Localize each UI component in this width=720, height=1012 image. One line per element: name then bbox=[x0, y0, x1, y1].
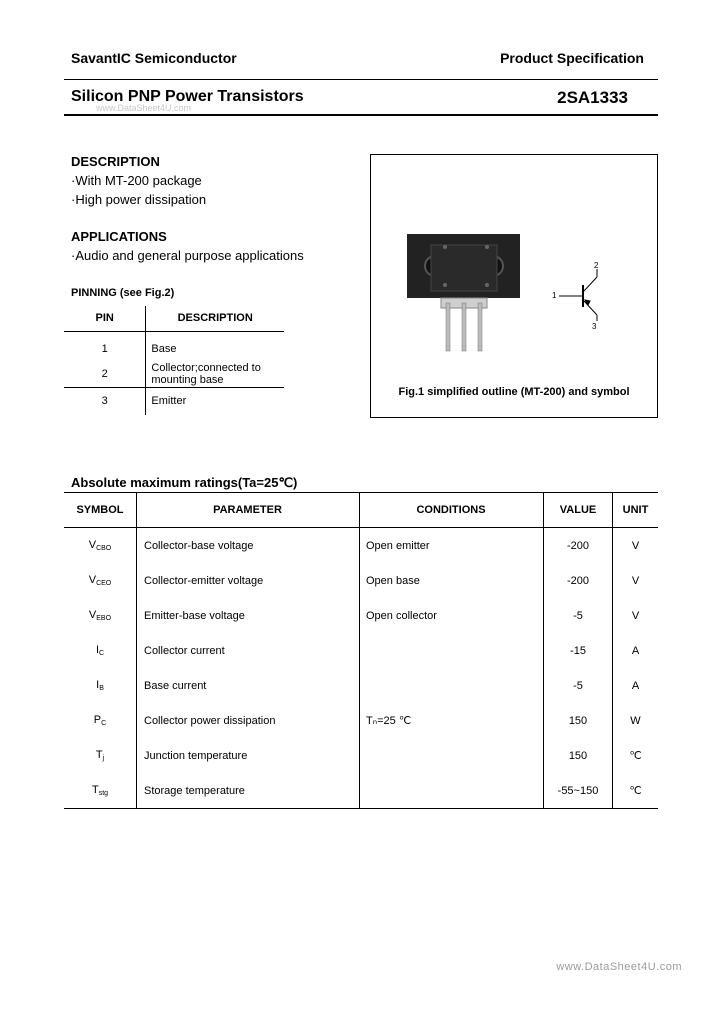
ratings-header-row bbox=[64, 493, 658, 528]
lead-3 bbox=[478, 303, 482, 351]
unit-cell: A bbox=[631, 644, 640, 657]
description-item: ·With MT-200 package bbox=[71, 173, 202, 188]
conditions-cell: Open collector bbox=[360, 598, 544, 633]
figure-caption: Fig.1 simplified outline (MT-200) and symbol bbox=[398, 386, 630, 398]
figure-box bbox=[370, 154, 658, 418]
value-cell: -5 bbox=[544, 598, 613, 633]
ratings-heading: Absolute maximum ratings(Ta=25℃) bbox=[71, 475, 298, 490]
conditions-cell bbox=[360, 668, 544, 703]
pin-column-header: PIN bbox=[64, 306, 146, 331]
unit-cell: V bbox=[631, 574, 640, 587]
conditions-cell bbox=[360, 738, 544, 773]
symbol-pin-label: 1 bbox=[552, 291, 557, 300]
parameter-cell: Collector-emitter voltage bbox=[137, 563, 360, 598]
table-row bbox=[64, 361, 284, 387]
conditions-cell: Open emitter bbox=[360, 528, 544, 564]
value-cell: 150 bbox=[544, 738, 613, 773]
page-title: Silicon PNP Power Transistors bbox=[71, 88, 304, 105]
parameter-cell: Base current bbox=[137, 668, 360, 703]
conditions-cell bbox=[360, 773, 544, 809]
parameter-cell: Collector power dissipation bbox=[137, 703, 360, 738]
symbol-cell: $T_{stg}$ bbox=[64, 773, 137, 809]
value-cell: -55~150 bbox=[544, 773, 613, 809]
table-row bbox=[64, 773, 658, 809]
pin-description: Emitter bbox=[151, 395, 187, 408]
lead-1 bbox=[446, 303, 450, 351]
applications-heading: APPLICATIONS bbox=[71, 229, 167, 244]
value-cell: -200 bbox=[544, 563, 613, 598]
ratings-table bbox=[64, 492, 658, 809]
applications-item: ·Audio and general purpose applications bbox=[71, 248, 304, 263]
symbol-cell: $V_{EBO}$ bbox=[64, 598, 137, 633]
conditions-column-header: CONDITIONS bbox=[360, 493, 544, 528]
symbol-cell: $V_{CBO}$ bbox=[64, 528, 137, 564]
company-name: SavantIC Semiconductor bbox=[71, 50, 237, 66]
table-row bbox=[64, 668, 658, 703]
description-column-header: DESCRIPTION bbox=[177, 312, 253, 325]
pin-number: 2 bbox=[64, 361, 146, 387]
part-number: 2SA1333 bbox=[557, 88, 628, 107]
conditions-cell: Tₙ=25 ℃ bbox=[360, 703, 544, 738]
parameter-cell: Collector current bbox=[137, 633, 360, 668]
table-row bbox=[64, 738, 658, 773]
symbol-cell: $I_B$ bbox=[64, 668, 137, 703]
pin-number: 1 bbox=[64, 331, 146, 361]
pinning-heading: PINNING (see Fig.2) bbox=[71, 287, 175, 299]
conditions-cell: Open base bbox=[360, 563, 544, 598]
table-row bbox=[64, 703, 658, 738]
parameter-cell: Junction temperature bbox=[137, 738, 360, 773]
table-row bbox=[64, 633, 658, 668]
unit-column-header: UNIT bbox=[613, 493, 659, 528]
table-row bbox=[64, 563, 658, 598]
pin-description: Collector;connected to mounting base bbox=[151, 361, 261, 386]
pnp-symbol bbox=[559, 269, 597, 321]
title-divider bbox=[64, 114, 658, 116]
symbol-cell: $P_C$ bbox=[64, 703, 137, 738]
package-outline-image bbox=[371, 155, 657, 417]
table-row bbox=[64, 528, 658, 564]
symbol-column-header: SYMBOL bbox=[64, 493, 137, 528]
parameter-cell: Collector-base voltage bbox=[137, 528, 360, 564]
unit-cell: V bbox=[631, 609, 640, 622]
parameter-cell: Emitter-base voltage bbox=[137, 598, 360, 633]
unit-cell: A bbox=[631, 679, 640, 692]
pin-number: 3 bbox=[64, 387, 146, 415]
table-row bbox=[64, 387, 284, 415]
pin-description: Base bbox=[151, 343, 177, 356]
table-row bbox=[64, 598, 658, 633]
table-row bbox=[64, 331, 284, 361]
description-item: ·High power dissipation bbox=[71, 192, 207, 207]
symbol-pin-label: 3 bbox=[592, 322, 597, 331]
symbol-cell: $I_C$ bbox=[64, 633, 137, 668]
value-cell: 150 bbox=[544, 703, 613, 738]
watermark-top: www.DataSheet4U.com bbox=[96, 103, 192, 113]
conditions-cell bbox=[360, 633, 544, 668]
pinning-table bbox=[64, 306, 284, 415]
parameter-column-header: PARAMETER bbox=[137, 493, 360, 528]
value-cell: -5 bbox=[544, 668, 613, 703]
value-column-header: VALUE bbox=[544, 493, 613, 528]
symbol-pin-label: 2 bbox=[594, 261, 599, 270]
parameter-cell: Storage temperature bbox=[137, 773, 360, 809]
symbol-cell: $T_j$ bbox=[64, 738, 137, 773]
value-cell: -15 bbox=[544, 633, 613, 668]
unit-cell: W bbox=[630, 714, 641, 727]
unit-cell: ℃ bbox=[629, 750, 642, 762]
value-cell: -200 bbox=[544, 528, 613, 564]
description-heading: DESCRIPTION bbox=[71, 154, 160, 169]
unit-cell: V bbox=[631, 539, 640, 552]
symbol-cell: $V_{CEO}$ bbox=[64, 563, 137, 598]
document-type: Product Specification bbox=[500, 50, 644, 66]
lead-2 bbox=[462, 303, 466, 351]
unit-cell: ℃ bbox=[629, 785, 642, 797]
watermark-bottom: www.DataSheet4U.com bbox=[556, 961, 682, 973]
pinning-header-row bbox=[64, 306, 284, 331]
header-divider bbox=[64, 79, 658, 80]
